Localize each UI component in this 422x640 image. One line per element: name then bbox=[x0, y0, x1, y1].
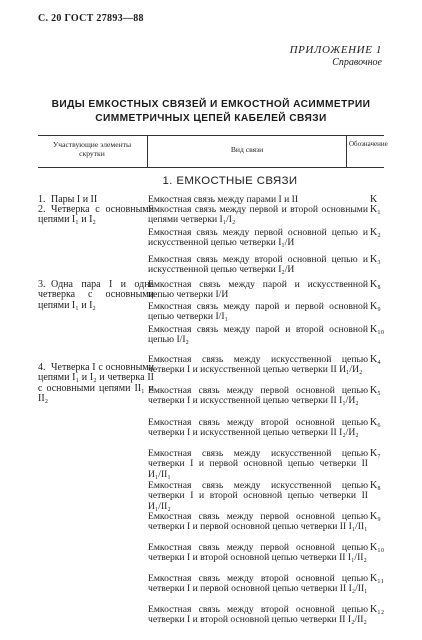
document-title bbox=[0, 98, 422, 126]
title-line-2: СИММЕТРИЧНЫХ ЦЕПЕЙ КАБЕЛЕЙ СВЯЗИ bbox=[95, 113, 327, 124]
row-symbol: K₇ bbox=[370, 448, 381, 459]
row-text: Емкостная связь между первой и второй основными цепями четверки I₁/I₂ bbox=[148, 204, 368, 226]
row-text: Емкостная связь между искусственной цепью четверки I и искусственной цепью четверки II И₁/И₂ bbox=[148, 354, 368, 376]
row-text: Емкостная связь между второй основной цепью и искусственной цепью четверки I₂/И bbox=[148, 254, 368, 276]
row-symbol: K₉ bbox=[370, 511, 381, 522]
group-3 bbox=[38, 280, 154, 311]
row-text: Емкостная связь между парами I и II bbox=[148, 194, 299, 205]
group-text: Четверка I с основными цепями I₁ и I₂ и четверка II с основными цепями II₁ и II₂ bbox=[38, 362, 154, 405]
row-text: Емкостная связь между искусственной цепью четверки I и первой основной цепью четверки II И₁/II₁ bbox=[148, 448, 368, 480]
row-text: Емкостная связь между парой и второй основной цепью I/I₂ bbox=[148, 324, 368, 346]
table-header-rule bbox=[38, 167, 384, 168]
row-text: Емкостная связь между первой основной цепью и искусственной цепью четверки I₁/И bbox=[148, 227, 368, 249]
group-number: 4. bbox=[38, 362, 46, 373]
group-number: 3. bbox=[38, 279, 46, 290]
column-header-elements: Участвующие элементы скрутки bbox=[52, 140, 132, 158]
row-symbol: K₉ bbox=[370, 301, 381, 312]
row-symbol: K₅ bbox=[370, 385, 381, 396]
appendix-type: Справочное bbox=[332, 57, 382, 68]
table-top-rule bbox=[38, 135, 384, 136]
page-header: С. 20 ГОСТ 27893—88 bbox=[38, 13, 144, 24]
row-text: Емкостная связь между первой основной цепью четверки I и искусственной цепью четверки II I₁/И₂ bbox=[148, 385, 368, 407]
column-divider-2 bbox=[346, 135, 347, 168]
group-text: Пары I и II bbox=[51, 194, 98, 205]
row-text: Емкостная связь между парой и искусственной цепью четверки I/И bbox=[148, 279, 368, 301]
group-number: 1. bbox=[38, 194, 46, 205]
row-symbol: K bbox=[370, 194, 378, 205]
appendix-block bbox=[290, 44, 382, 68]
appendix-label: ПРИЛОЖЕНИЕ 1 bbox=[289, 44, 382, 56]
row-symbol: K₁₁ bbox=[370, 573, 385, 584]
row-symbol: K₁₀ bbox=[370, 324, 385, 335]
row-text: Емкостная связь между искусственной цепью четверки I и второй основной цепью четверки II И₁/II₂ bbox=[148, 480, 368, 512]
row-symbol: K₃ bbox=[370, 254, 381, 265]
row-text: Емкостная связь между второй основной цепью четверки I и первой основной цепью четверки II I₂/II₁ bbox=[148, 573, 368, 595]
row-symbol: K₈ bbox=[370, 480, 381, 491]
row-symbol: K₂ bbox=[370, 227, 381, 238]
row-symbol: K₁₀ bbox=[370, 542, 385, 553]
column-header-symbol: Обозначение bbox=[349, 140, 388, 148]
row-symbol: K₁₂ bbox=[370, 604, 385, 615]
row-symbol: K₆ bbox=[370, 417, 381, 428]
row-text: Емкостная связь между первой основной цепью четверки I и второй основной цепью четверки II I₁/II₂ bbox=[148, 542, 368, 564]
group-2 bbox=[38, 205, 154, 226]
group-number: 2. bbox=[38, 204, 46, 215]
row-symbol: K₈ bbox=[370, 279, 381, 290]
title-line-1: ВИДЫ ЕМКОСТНЫХ СВЯЗЕЙ И ЕМКОСТНОЙ АСИММЕТРИИ bbox=[51, 99, 371, 110]
row-symbol: K₁ bbox=[370, 204, 381, 215]
row-text: Емкостная связь между первой основной цепью четверки I и первой основной цепью четверки II I₁/II₁ bbox=[148, 511, 368, 533]
group-text: Четверка с основными цепями I₁ и I₂ bbox=[38, 204, 154, 226]
group-4 bbox=[38, 363, 154, 405]
group-text: Одна пара I и одна четверка с основными цепями I₁ и I₂ bbox=[38, 279, 154, 311]
row-text: Емкостная связь между второй основной цепью четверки I и второй основной цепью четверки II I₂/II₂ bbox=[148, 604, 368, 626]
row-text: Емкостная связь между второй основной цепью четверки I и искусственной цепью четверки II I₂/И₂ bbox=[148, 417, 368, 439]
column-header-type: Вид связи bbox=[230, 145, 264, 154]
row-text: Емкостная связь между парой и первой основной цепью четверки I/I₁ bbox=[148, 301, 368, 323]
row-symbol: K₄ bbox=[370, 354, 381, 365]
section-title: 1. ЕМКОСТНЫЕ СВЯЗИ bbox=[162, 175, 298, 187]
column-divider-1 bbox=[147, 135, 148, 168]
